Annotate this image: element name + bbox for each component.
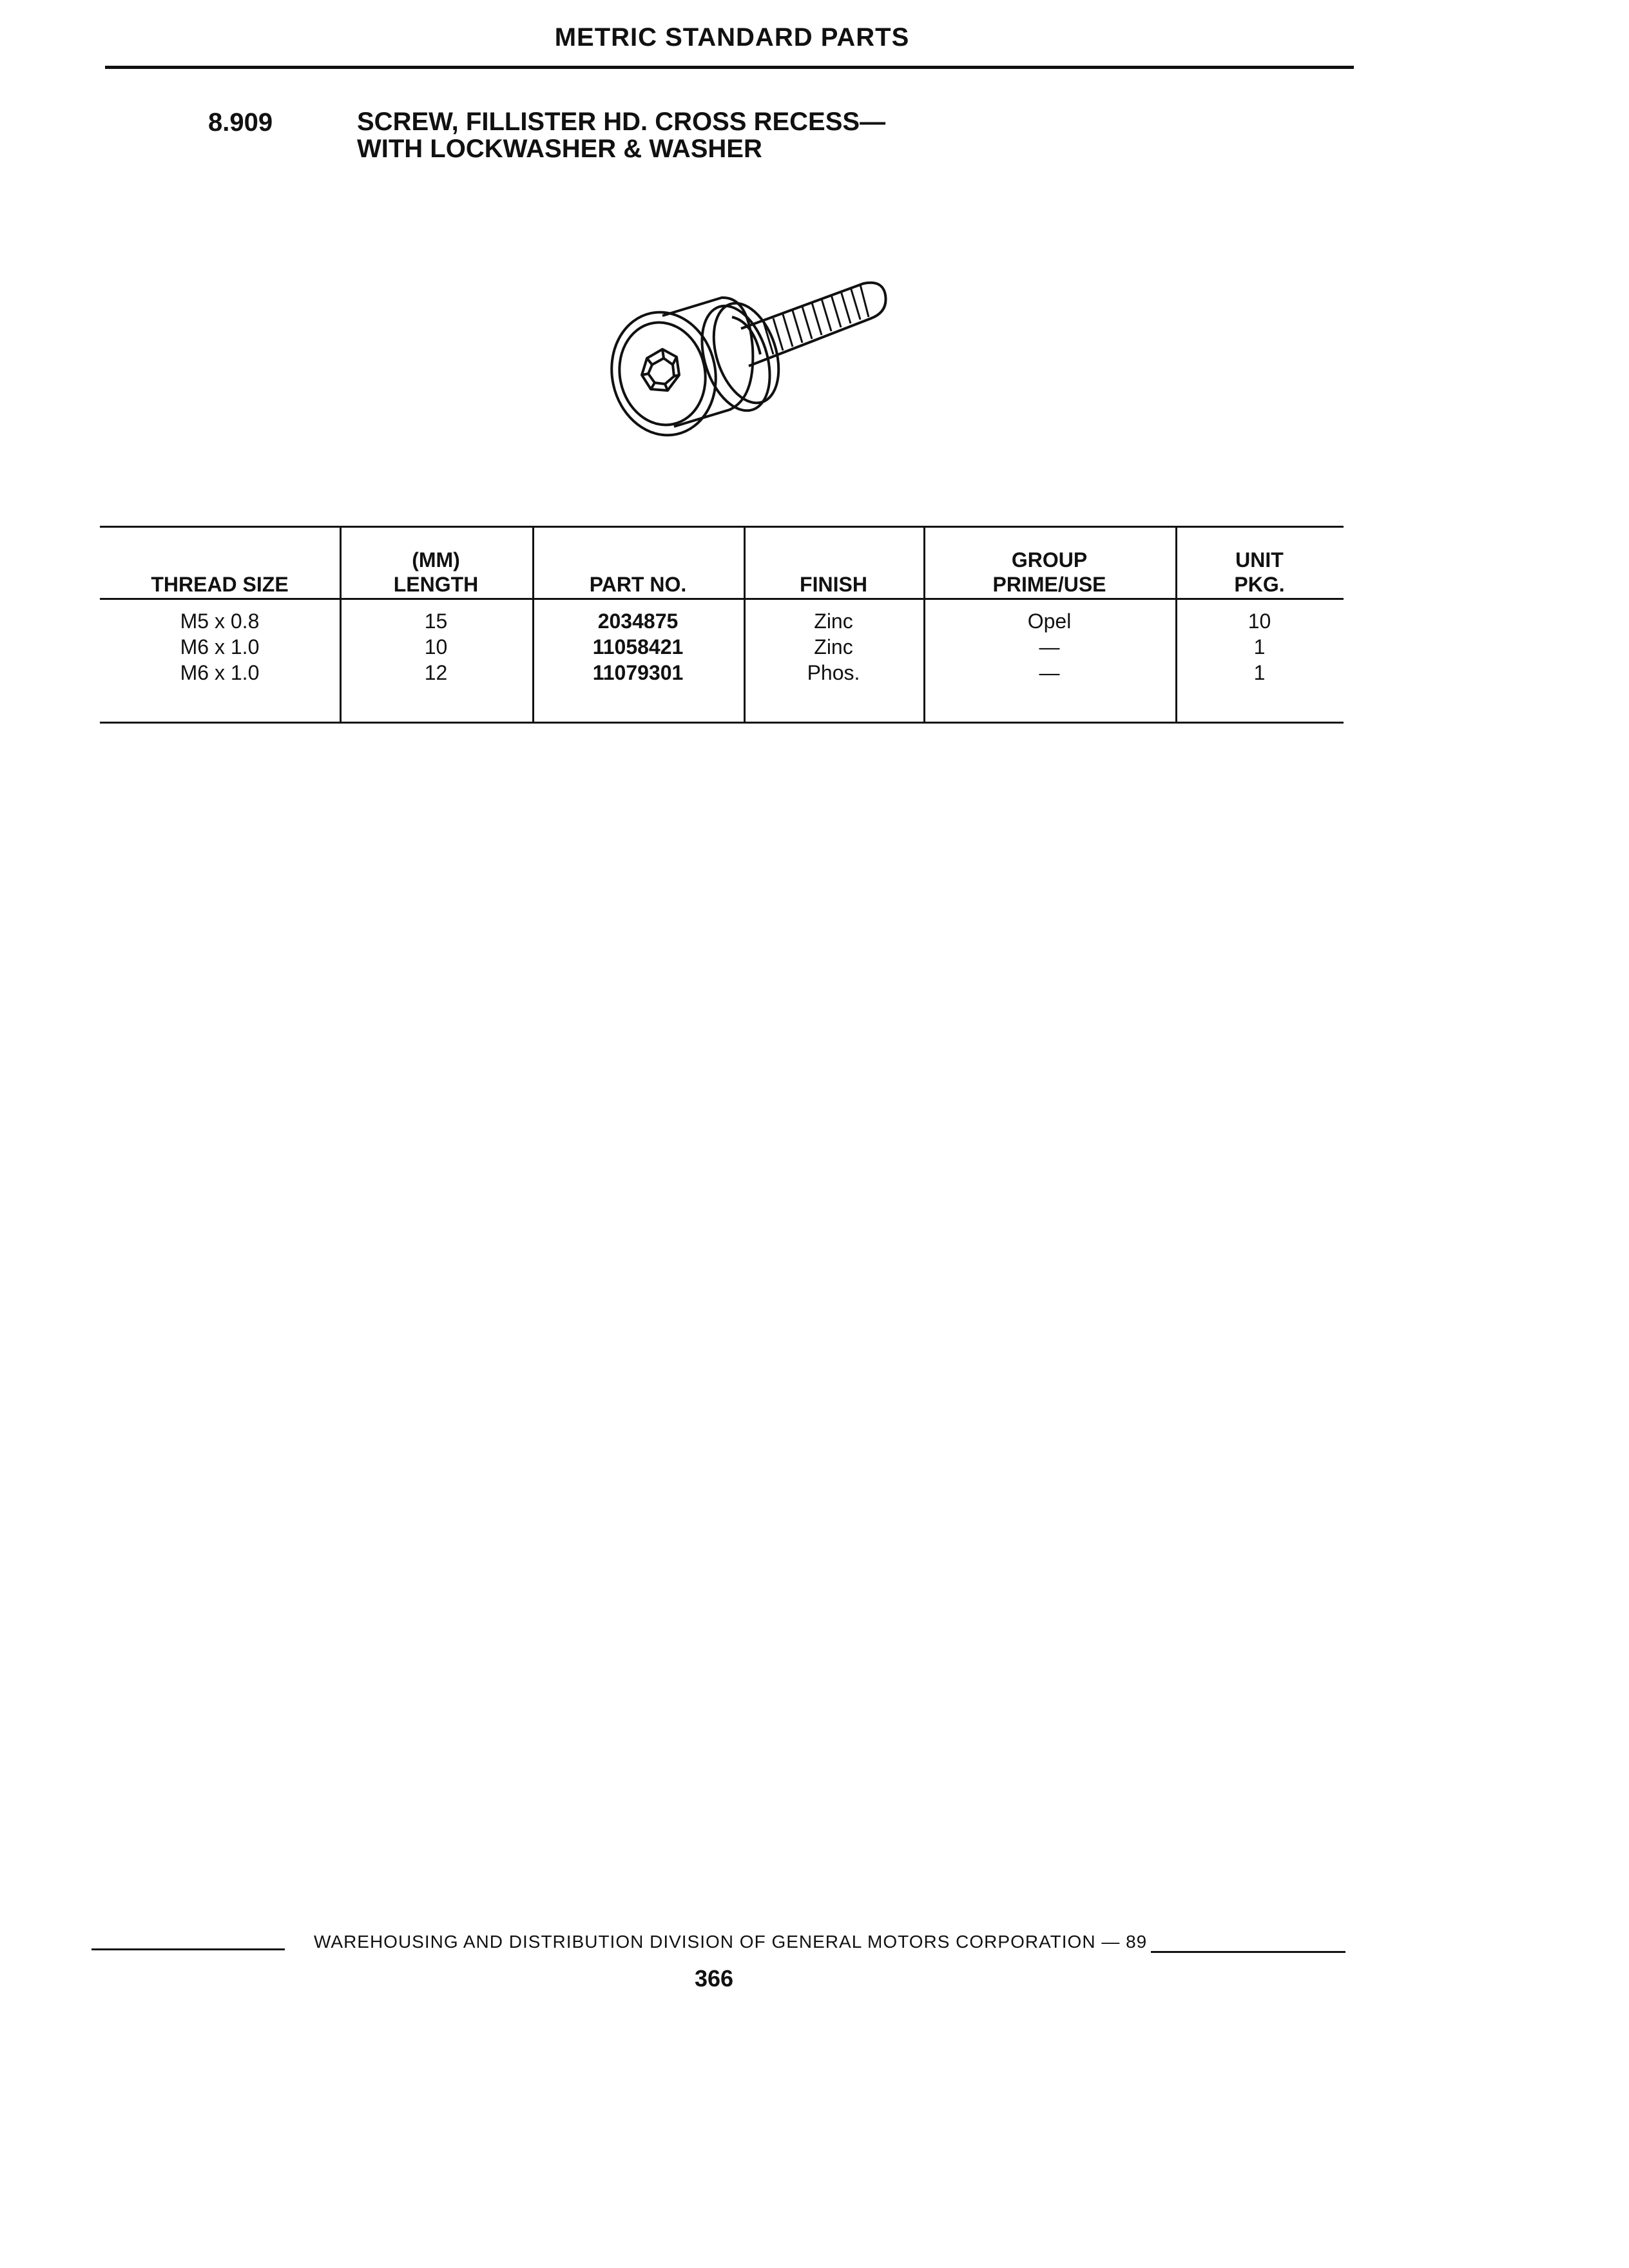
column-group-prime-use xyxy=(923,608,1175,686)
section-number: 8.909 xyxy=(208,108,273,137)
screw-illustration xyxy=(580,258,915,464)
page-number: 366 xyxy=(694,1965,734,1992)
column-thread-size xyxy=(100,608,340,686)
column-length xyxy=(340,608,532,686)
header-part-no: PART NO. xyxy=(589,573,687,596)
table-cell: 15 xyxy=(424,610,448,633)
page-header-title: METRIC STANDARD PARTS xyxy=(554,23,910,52)
column-finish xyxy=(744,608,923,686)
header-length: (MM) LENGTH xyxy=(393,548,479,596)
table-cell: 1 xyxy=(1253,635,1266,658)
section-title-line-1: SCREW, FILLISTER HD. CROSS RECESS— xyxy=(357,108,886,136)
table-cell: 10 xyxy=(1248,610,1271,633)
table-bottom-rule xyxy=(100,722,1344,724)
table-header-rule xyxy=(100,598,1344,600)
table-cell: 2034875 xyxy=(597,610,679,633)
table-cell: Opel xyxy=(1027,610,1072,633)
table-cell: 12 xyxy=(424,661,448,684)
table-cell: M5 x 0.8 xyxy=(180,610,260,633)
table-cell: 11058421 xyxy=(592,635,684,658)
table-cell: Zinc xyxy=(814,635,853,658)
section-title-line-2: WITH LOCKWASHER & WASHER xyxy=(357,135,762,163)
footer-rule-right xyxy=(1151,1951,1345,1953)
parts-table xyxy=(100,526,1344,723)
header-finish: FINISH xyxy=(800,573,867,596)
section-title xyxy=(357,108,885,162)
table-cell: — xyxy=(1039,635,1060,658)
table-cell: M6 x 1.0 xyxy=(180,635,260,658)
table-top-rule xyxy=(100,526,1344,528)
header-thread-size: THREAD SIZE xyxy=(151,573,289,596)
table-cell: 10 xyxy=(424,635,448,658)
column-unit-pkg xyxy=(1175,608,1344,686)
table-cell: M6 x 1.0 xyxy=(180,661,260,684)
table-cell: — xyxy=(1039,661,1060,684)
footer-text: WAREHOUSING AND DISTRIBUTION DIVISION OF GENERAL MOTORS CORPORATION — 89 xyxy=(314,1932,1148,1952)
header-group-prime-use: GROUP PRIME/USE xyxy=(992,548,1106,596)
table-cell: 1 xyxy=(1253,661,1266,684)
header-unit-pkg: UNIT PKG. xyxy=(1234,548,1285,596)
column-part-no xyxy=(532,608,744,686)
table-cell: Phos. xyxy=(807,661,860,684)
header-divider xyxy=(105,66,1354,69)
table-cell: Zinc xyxy=(814,610,853,633)
table-cell: 11079301 xyxy=(592,661,684,684)
footer-rule-left xyxy=(92,1948,285,1950)
